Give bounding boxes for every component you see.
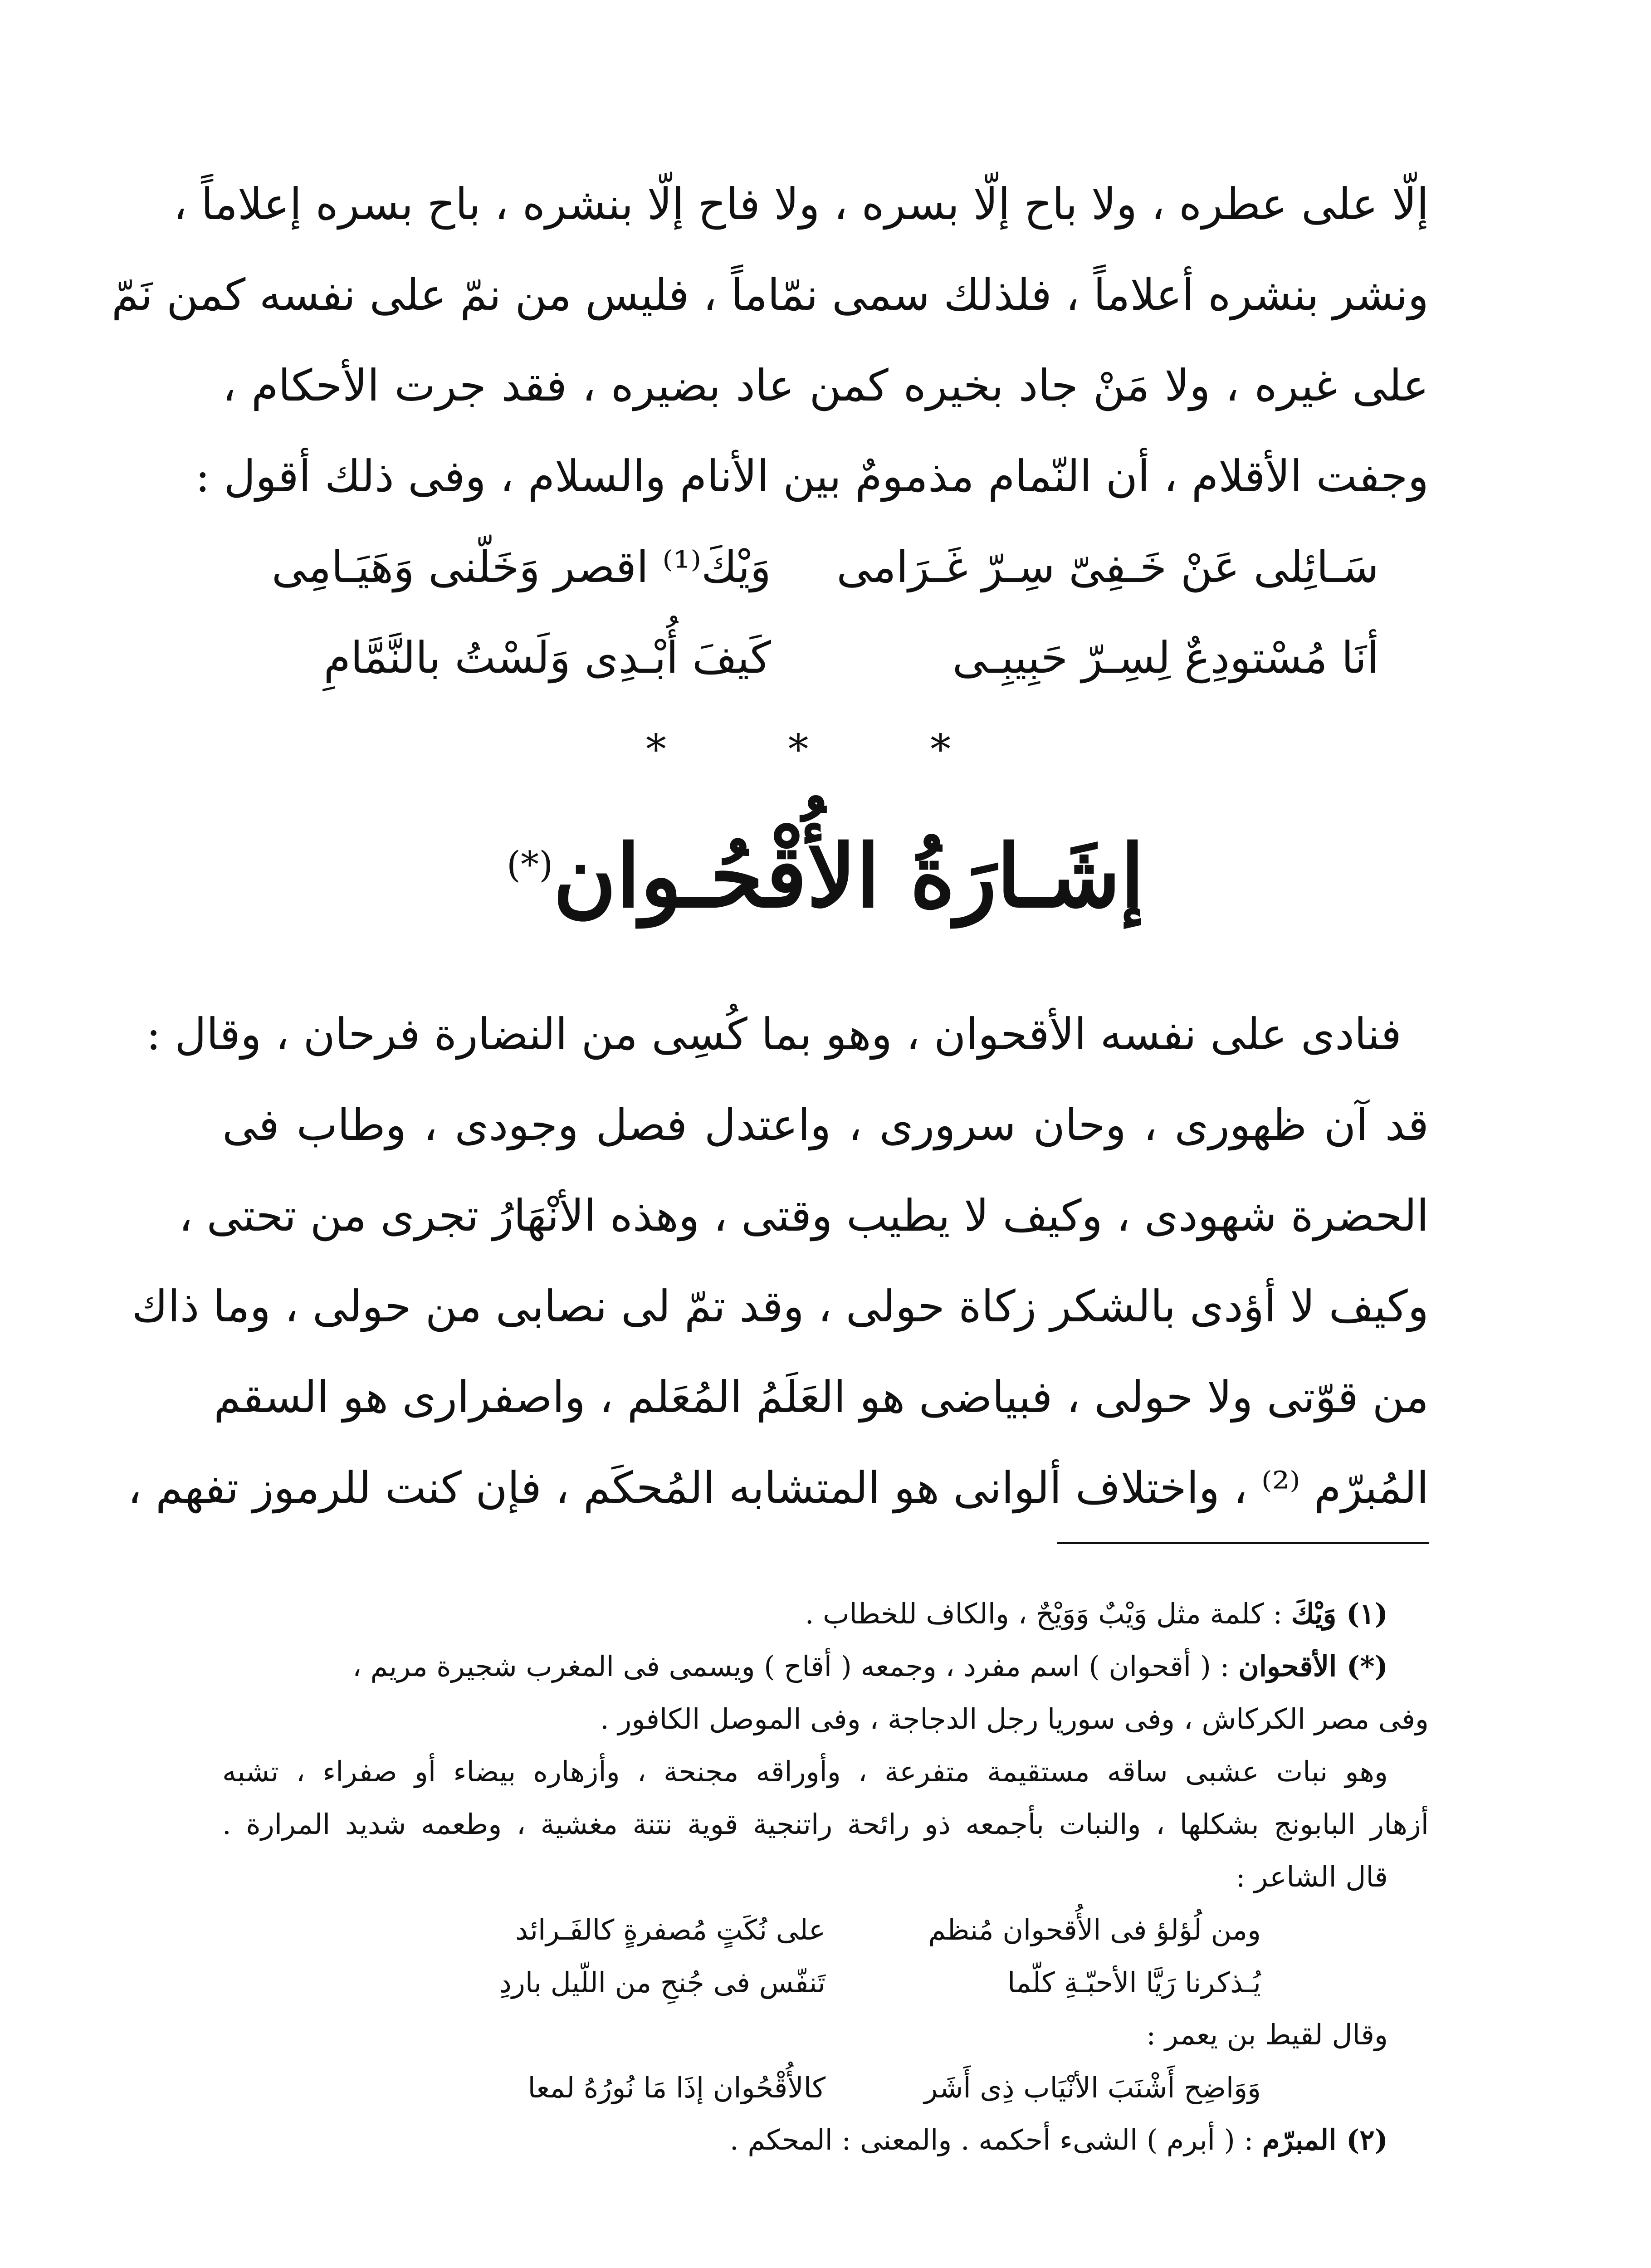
- footnote-line: قال الشاعر :: [1236, 1860, 1388, 1893]
- text-line: فنادى على نفسه الأقحوان ، وهو بما كُسِى من النضارة فرحان ، وقال :: [146, 1009, 1402, 1060]
- poem-hemistich-first: سَـائِلى عَنْ خَـفِىّ سِـرّ غَـرَامى: [836, 542, 1379, 592]
- footnote-divider: [1057, 1542, 1429, 1544]
- text-line: على غيره ، ولا مَنْ جاد بخيره كمن عاد بضيره ، فقد جرت الأحكام ،: [222, 360, 1429, 411]
- text-line: الحضرة شهودى ، وكيف لا يطيب وقتى ، وهذه الأنْهَارُ تجرى من تحتى ،: [179, 1190, 1429, 1241]
- poem-hemistich-second: وَيْكَ⁽¹⁾ اقصر وَخَلّنى وَهَيَـامِى: [271, 542, 771, 592]
- text-line: وجفت الأقلام ، أن النّمام مذمومٌ بين الأنام والسلام ، وفى ذلك أقول :: [195, 451, 1429, 502]
- footnote-term: (*) الأقحوان: [1238, 1650, 1388, 1683]
- footnote-verse: [222, 1903, 1429, 1956]
- footnote-hemistich-first: ومن لُؤلؤ فى الأُقحوان مُنظم: [928, 1913, 1261, 1946]
- poem: [200, 522, 1379, 703]
- footnote-star: [222, 1640, 1429, 1693]
- body-paragraph-bottom: [127, 989, 1429, 1533]
- text-line: من قوّتى ولا حولى ، فبياضى هو العَلَمُ المُعَلم ، واصفرارى هو السقم: [214, 1372, 1429, 1422]
- footnote-hemistich-first: يُـذكرنا رَيَّا الأحبّـةِ كلّما: [1007, 1965, 1261, 1999]
- footnote-text: : كلمة مثل وَيْبٌ وَوَيْحٌ ، والكاف للخطاب .: [805, 1597, 1291, 1630]
- footnote-line: أزهار البابونج بشكلها ، والنبات بأجمعه ذو رائحة راتنجية قوية نتنة مغشية ، وطعمه شديد المرارة .: [222, 1808, 1429, 1841]
- poem-hemistich-second: كَيفَ أُبْـدِى وَلَسْتُ بالنَّمَّامِ: [323, 632, 771, 683]
- poem-verse: [200, 522, 1379, 612]
- footnote-2: [222, 2114, 1429, 2166]
- footnote-1: [222, 1588, 1429, 1640]
- footnotes: [222, 1588, 1429, 2166]
- text-line: وكيف لا أؤدى بالشكر زكاة حولى ، وقد تمّ لى نصابى من حولى ، وما ذاك: [132, 1281, 1429, 1332]
- footnote-term: (٢) المبرّم: [1262, 2123, 1388, 2156]
- footnote-hemistich-first: وَوَاضِح أَشْنَبَ الأنْيَاب ذِى أَشَر: [924, 2071, 1261, 2104]
- footnote-text: : ( أبرم ) الشىء أحكمه . والمعنى : المحكم .: [729, 2123, 1263, 2156]
- text-line: إلّا على عطره ، ولا باح إلّا بسره ، ولا فاح إلّا بنشره ، باح بسره إعلاماً ،: [173, 179, 1429, 230]
- poem-hemistich-first: أنَا مُسْتودِعٌ لِسِـرّ حَبِيبِـى: [952, 632, 1379, 683]
- footnote-verse: [222, 1956, 1429, 2009]
- text-line: ونشر بنشره أعلاماً ، فلذلك سمى نمّاماً ، فليس من نمّ على نفسه كمن نَمّ: [111, 269, 1429, 320]
- poem-verse: [200, 612, 1379, 703]
- footnote-verse: [222, 2061, 1429, 2114]
- footnote-hemistich-second: على نُكَتٍ مُصفرةٍ كالفَـرائد: [515, 1913, 826, 1946]
- footnote-marker: (*): [506, 843, 553, 886]
- footnote-term: (١) وَيْكَ: [1291, 1597, 1388, 1630]
- section-title: [0, 826, 1651, 927]
- footnote-line: وقال لقيط بن يعمر :: [1146, 2018, 1388, 2051]
- text-line: قد آن ظهورى ، وحان سرورى ، واعتدل فصل وجودى ، وطاب فى: [222, 1100, 1429, 1150]
- body-paragraph-top: [111, 159, 1429, 522]
- footnote-line: وهو نبات عشبى ساقه مستقيمة متفرعة ، وأوراقه مجنحة ، وأزهاره بيضاء أو صفراء ، تشبه: [222, 1755, 1388, 1788]
- footnote-hemistich-second: كالأُقْحُوان إذَا مَا نُورُهُ لمعا: [528, 2071, 826, 2104]
- text-line: المُبرّم ⁽²⁾ ، واختلاف ألوانى هو المتشابه المُحكَم ، فإن كنت للرموز تفهم ،: [127, 1462, 1429, 1513]
- footnote-hemistich-second: تَنفّس فى جُنحِ من اللّيل باردِ: [499, 1965, 826, 1999]
- section-title-text: إشَـارَةُ الأُقْحُـوان: [553, 826, 1145, 927]
- footnote-line: وفى مصر الكركاش ، وفى سوريا رجل الدجاجة ، وفى الموصل الكافور .: [600, 1702, 1429, 1735]
- section-separator: * * *: [645, 726, 1006, 773]
- footnote-text: : ( أقحوان ) اسم مفرد ، وجمعه ( أقاح ) ويسمى فى المغرب شجيرة مريم ،: [352, 1650, 1239, 1683]
